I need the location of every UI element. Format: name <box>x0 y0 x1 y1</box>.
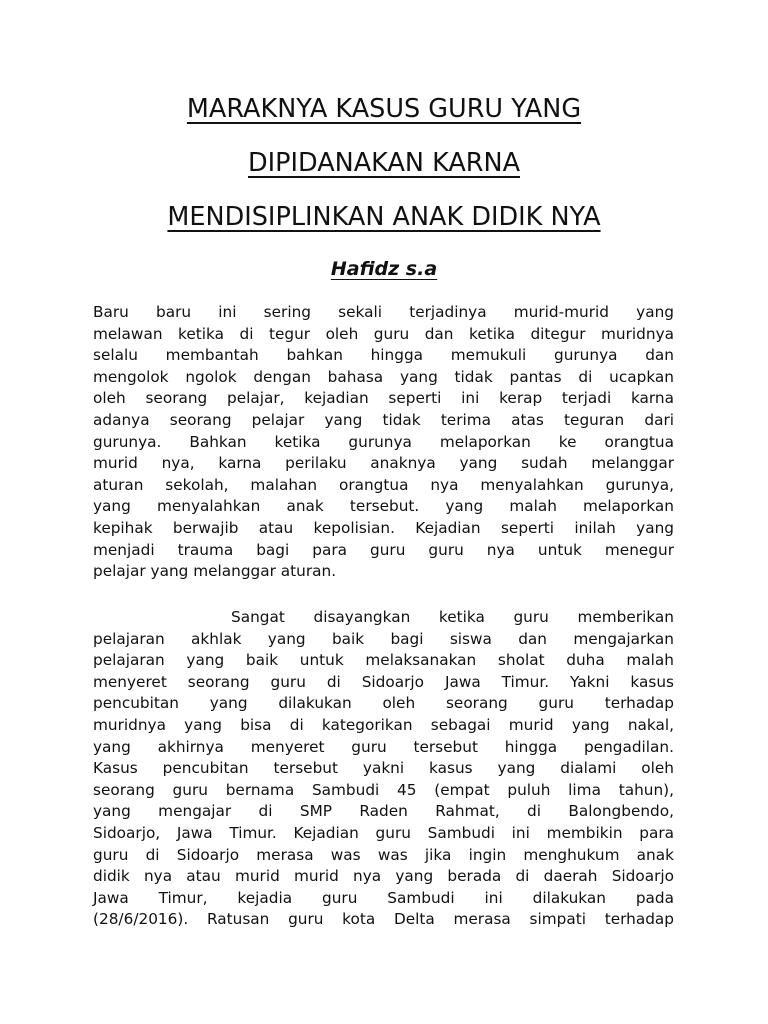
paragraph-line: menyeret seorang guru di Sidoarjo Jawa Timur. Yakni kasus <box>93 672 674 691</box>
paragraph-line: yang menyalahkan anak tersebut. yang malah melaporkan <box>93 497 674 516</box>
title-line: DIPIDANAKAN KARNA <box>247 148 521 178</box>
paragraph-line: Sangat disayangkan ketika guru memberikan <box>231 608 674 626</box>
paragraph-line: gurunya. Bahkan ketika gurunya melaporkan ke orangtua <box>93 432 674 451</box>
paragraph-line: pelajar yang melanggar aturan. <box>93 562 337 581</box>
paragraph-line: pelajaran yang baik untuk melaksanakan sholat duha malah <box>93 651 674 670</box>
paragraph-line: seorang guru bernama Sambudi 45 (empat puluh lima tahun), <box>93 780 674 799</box>
paragraph-line: Sidoarjo, Jawa Timur. Kejadian guru Sambudi ini membikin para <box>93 823 674 842</box>
paragraph-line: pelajaran akhlak yang baik bagi siswa dan mengajarkan <box>93 629 674 648</box>
paragraph-line: muridnya yang bisa di kategorikan sebagai murid yang nakal, <box>93 715 674 734</box>
paragraph-line: guru di Sidoarjo merasa was was jika ingin menghukum anak <box>93 845 674 864</box>
paragraph-line: murid nya, karna perilaku anaknya yang sudah melanggar <box>93 454 674 473</box>
paragraph-line: kepihak berwajib atau kepolisian. Kejadian seperti inilah yang <box>93 518 674 537</box>
title-line: MARAKNYA KASUS GURU YANG <box>186 94 582 124</box>
paragraph-line: adanya seorang pelajar yang tidak terima atas teguran dari <box>93 410 674 429</box>
document-title <box>90 82 678 244</box>
paragraph-line: aturan sekolah, malahan orangtua nya menyalahkan gurunya, <box>93 475 674 494</box>
paragraph-line: Kasus pencubitan tersebut yakni kasus yang dialami oleh <box>93 759 674 778</box>
paragraph-line: pencubitan yang dilakukan oleh seorang guru terhadap <box>93 694 674 713</box>
title-line: MENDISIPLINKAN ANAK DIDIK NYA <box>167 202 601 232</box>
paragraph-line: menjadi trauma bagi para guru guru nya untuk menegur <box>93 540 674 559</box>
paragraph-line: (28/6/2016). Ratusan guru kota Delta merasa simpati terhadap <box>93 910 674 929</box>
paragraph-line: selalu membantah bahkan hingga memukuli gurunya dan <box>93 346 674 365</box>
paragraph-line: Baru baru ini sering sekali terjadinya murid-murid yang <box>93 303 674 321</box>
paragraph-line: yang akhirnya menyeret guru tersebut hingga pengadilan. <box>93 737 674 756</box>
author-name: Hafidz s.a <box>330 258 438 280</box>
paragraph-line: Jawa Timur, kejadia guru Sambudi ini dilakukan pada <box>93 888 674 907</box>
body-paragraph-1 <box>93 302 674 583</box>
paragraph-line: mengolok ngolok dengan bahasa yang tidak pantas di ucapkan <box>93 367 674 386</box>
paragraph-line: melawan ketika di tegur oleh guru dan ketika ditegur muridnya <box>93 324 674 343</box>
body-paragraph-2 <box>93 607 674 931</box>
paragraph-line: didik nya atau murid murid nya yang berada di daerah Sidoarjo <box>93 867 674 886</box>
paragraph-line: yang mengajar di SMP Raden Rahmat, di Balongbendo, <box>93 802 674 821</box>
paragraph-line: oleh seorang pelajar, kejadian seperti ini kerap terjadi karna <box>93 389 674 408</box>
